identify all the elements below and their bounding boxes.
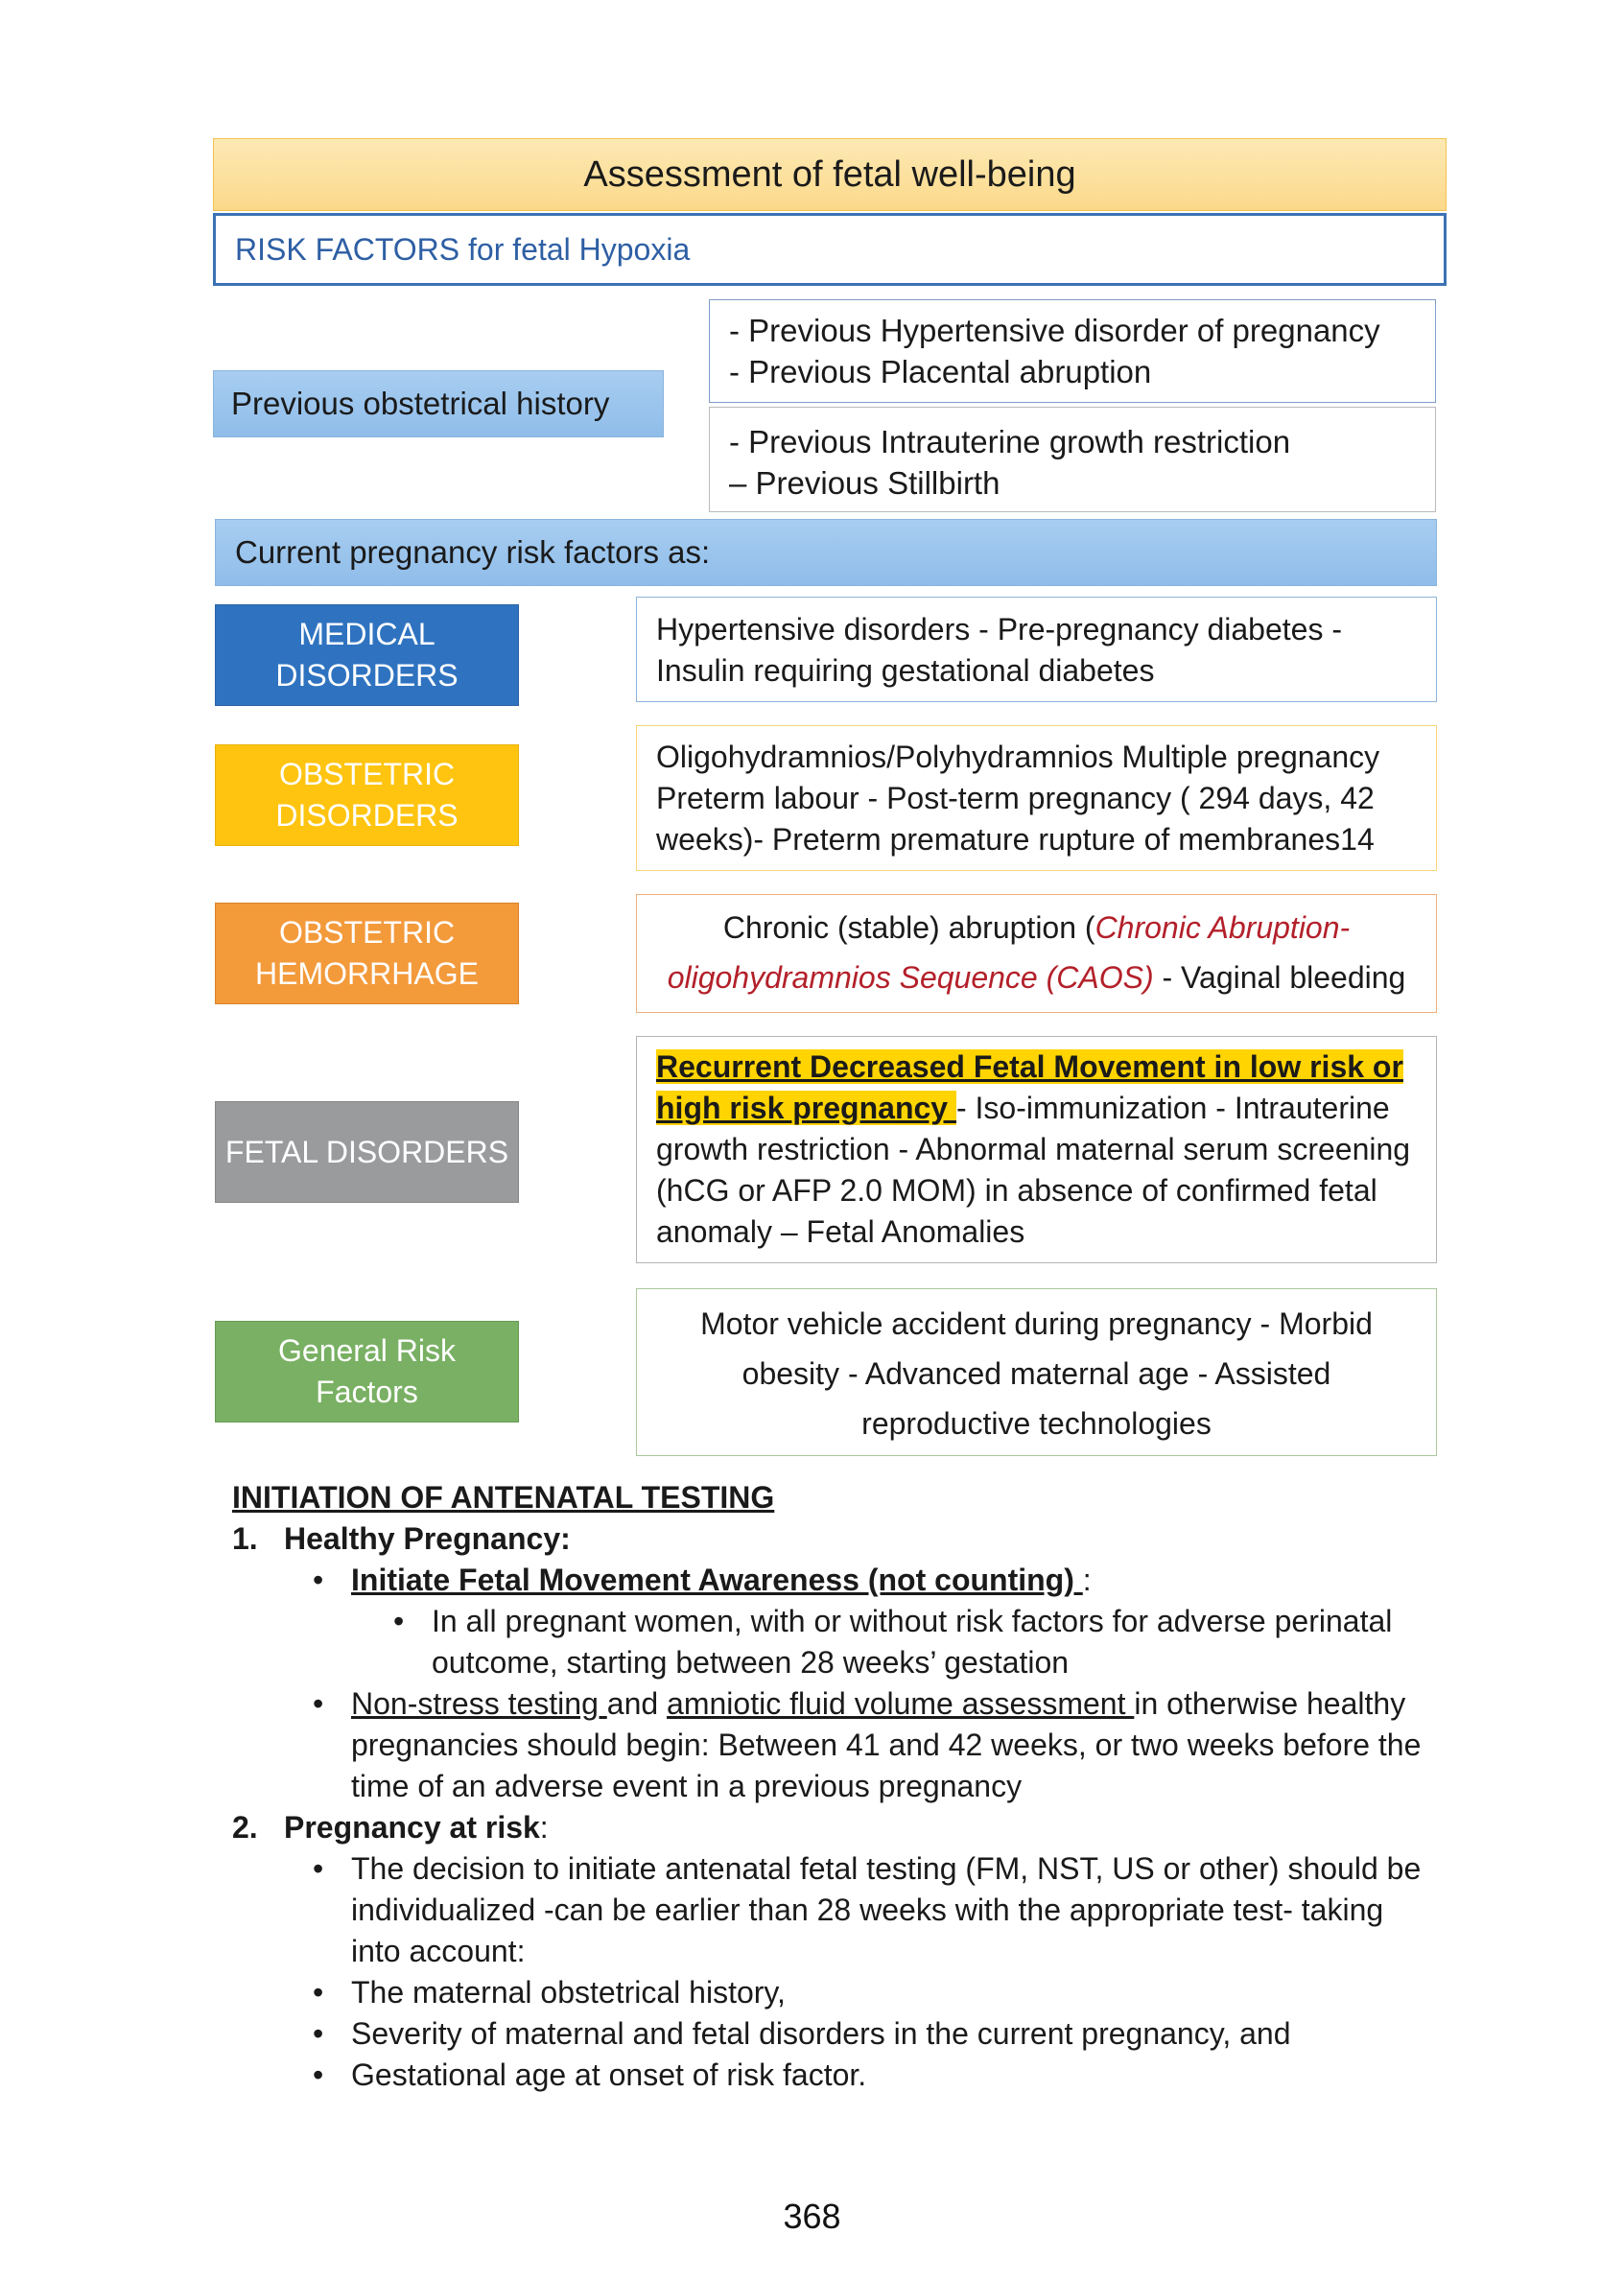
previous-history-box-1 xyxy=(709,299,1436,403)
category-label-line: OBSTETRIC xyxy=(278,915,456,950)
medical-disorders-detail: Hypertensive disorders - Pre-pregnancy diabetes - Insulin requiring gestational diabetes xyxy=(636,597,1437,702)
item-number: 1. xyxy=(232,1521,258,1556)
current-risk-header: Current pregnancy risk factors as: xyxy=(215,519,1437,586)
category-label-line: MEDICAL xyxy=(298,617,435,651)
obstetric-hemorrhage-detail xyxy=(636,894,1437,1013)
bullet-icon: • xyxy=(393,1604,405,1638)
page-number: 368 xyxy=(783,2197,841,2236)
antenatal-testing-section xyxy=(232,1477,1441,2096)
previous-history-item: - Previous Hypertensive disorder of pregnancy xyxy=(729,313,1380,348)
colon: : xyxy=(1082,1563,1092,1597)
bullet-icon: • xyxy=(313,1563,324,1597)
amniotic-fluid-assessment: amniotic fluid volume assessment xyxy=(667,1686,1135,1721)
category-label-line: General Risk xyxy=(278,1333,456,1368)
bullet-icon: • xyxy=(313,2058,324,2092)
list-item xyxy=(232,2013,1441,2055)
list-item xyxy=(232,1848,1441,1972)
fetal-disorders-detail xyxy=(636,1036,1437,1263)
list-item xyxy=(232,2055,1441,2096)
colon: : xyxy=(539,1810,549,1845)
section-subtitle: RISK FACTORS for fetal Hypoxia xyxy=(213,213,1447,286)
category-label-line: DISORDERS xyxy=(275,658,459,693)
list-item xyxy=(232,1560,1441,1601)
and-text: and xyxy=(606,1686,668,1721)
list-item-text: Severity of maternal and fetal disorders in the current pregnancy, and xyxy=(351,2016,1291,2051)
list-item-text: in otherwise healthy pregnancies should begin: Between 41 and 42 weeks, or two weeks before the time of an adverse event in a previous pregnancy xyxy=(351,1686,1422,1803)
non-stress-testing: Non-stress testing xyxy=(351,1686,607,1721)
category-obstetric-hemorrhage xyxy=(215,903,519,1004)
category-label-line: Factors xyxy=(316,1375,418,1409)
hemorrhage-detail-suffix: - Vaginal bleeding xyxy=(1153,960,1406,995)
obstetric-disorders-detail: Oligohydramnios/Polyhydramnios Multiple pregnancy Preterm labour - Post-term pregnancy ( 294 days, 42 weeks)- Preterm premature rupture of membranes14 xyxy=(636,725,1437,871)
list-item-text: Gestational age at onset of risk factor. xyxy=(351,2058,867,2092)
previous-history-box-2 xyxy=(709,407,1436,512)
antenatal-heading: INITIATION OF ANTENATAL TESTING xyxy=(232,1480,775,1515)
category-general-risk-factors xyxy=(215,1321,519,1423)
general-risk-factors-detail: Motor vehicle accident during pregnancy - Morbid obesity - Advanced maternal age - Assisted reproductive technologies xyxy=(636,1288,1437,1456)
category-obstetric-disorders xyxy=(215,744,519,846)
list-item-text: The maternal obstetrical history, xyxy=(351,1975,786,2010)
list-item-text: The decision to initiate antenatal fetal testing (FM, NST, US or other) should be individualized -can be earlier than 28 weeks with the appropriate test- taking into account: xyxy=(351,1851,1422,1968)
item-title: Pregnancy at risk xyxy=(284,1810,540,1845)
item-number: 2. xyxy=(232,1810,258,1845)
list-item xyxy=(232,1683,1441,1807)
fetal-detail-rest: - Iso-immunization - Intrauterine growth restriction - Abnormal maternal serum screening (hCG or AFP 2.0 MOM) in absence of confirmed fetal anomaly – Fetal Anomalies xyxy=(656,1091,1411,1249)
previous-history-item: - Previous Intrauterine growth restriction xyxy=(729,424,1291,459)
list-item xyxy=(232,1972,1441,2013)
bullet-icon: • xyxy=(313,1975,324,2010)
highlighted-fetal-movement: Recurrent Decreased Fetal Movement in low risk or high risk pregnancy xyxy=(656,1049,1403,1125)
category-label-line: DISORDERS xyxy=(275,798,459,833)
numbered-item-healthy-pregnancy xyxy=(232,1518,1441,1560)
numbered-item-pregnancy-at-risk xyxy=(232,1807,1441,1848)
previous-history-label: Previous obstetrical history xyxy=(213,370,664,437)
caos-term: Chronic Abruption-oligohydramnios Sequence (CAOS) xyxy=(667,910,1351,995)
category-medical-disorders xyxy=(215,604,519,706)
category-label-line: FETAL DISORDERS xyxy=(224,1134,509,1169)
page-title: Assessment of fetal well-being xyxy=(213,138,1447,211)
item-title: Healthy Pregnancy: xyxy=(284,1521,571,1556)
previous-history-item: - Previous Placental abruption xyxy=(729,354,1152,389)
previous-history-item: – Previous Stillbirth xyxy=(729,465,1000,501)
bullet-icon: • xyxy=(313,1851,324,1886)
fetal-movement-awareness: Initiate Fetal Movement Awareness (not counting) xyxy=(351,1563,1083,1597)
list-item-text: In all pregnant women, with or without risk factors for adverse perinatal outcome, starting between 28 weeks’ gestation xyxy=(432,1604,1393,1680)
category-fetal-disorders xyxy=(215,1101,519,1203)
list-item xyxy=(232,1601,1441,1683)
category-label-line: HEMORRHAGE xyxy=(255,956,479,991)
bullet-icon: • xyxy=(313,2016,324,2051)
hemorrhage-detail-prefix: Chronic (stable) abruption ( xyxy=(722,910,1095,945)
bullet-icon: • xyxy=(313,1686,324,1721)
category-label-line: OBSTETRIC xyxy=(278,757,456,791)
